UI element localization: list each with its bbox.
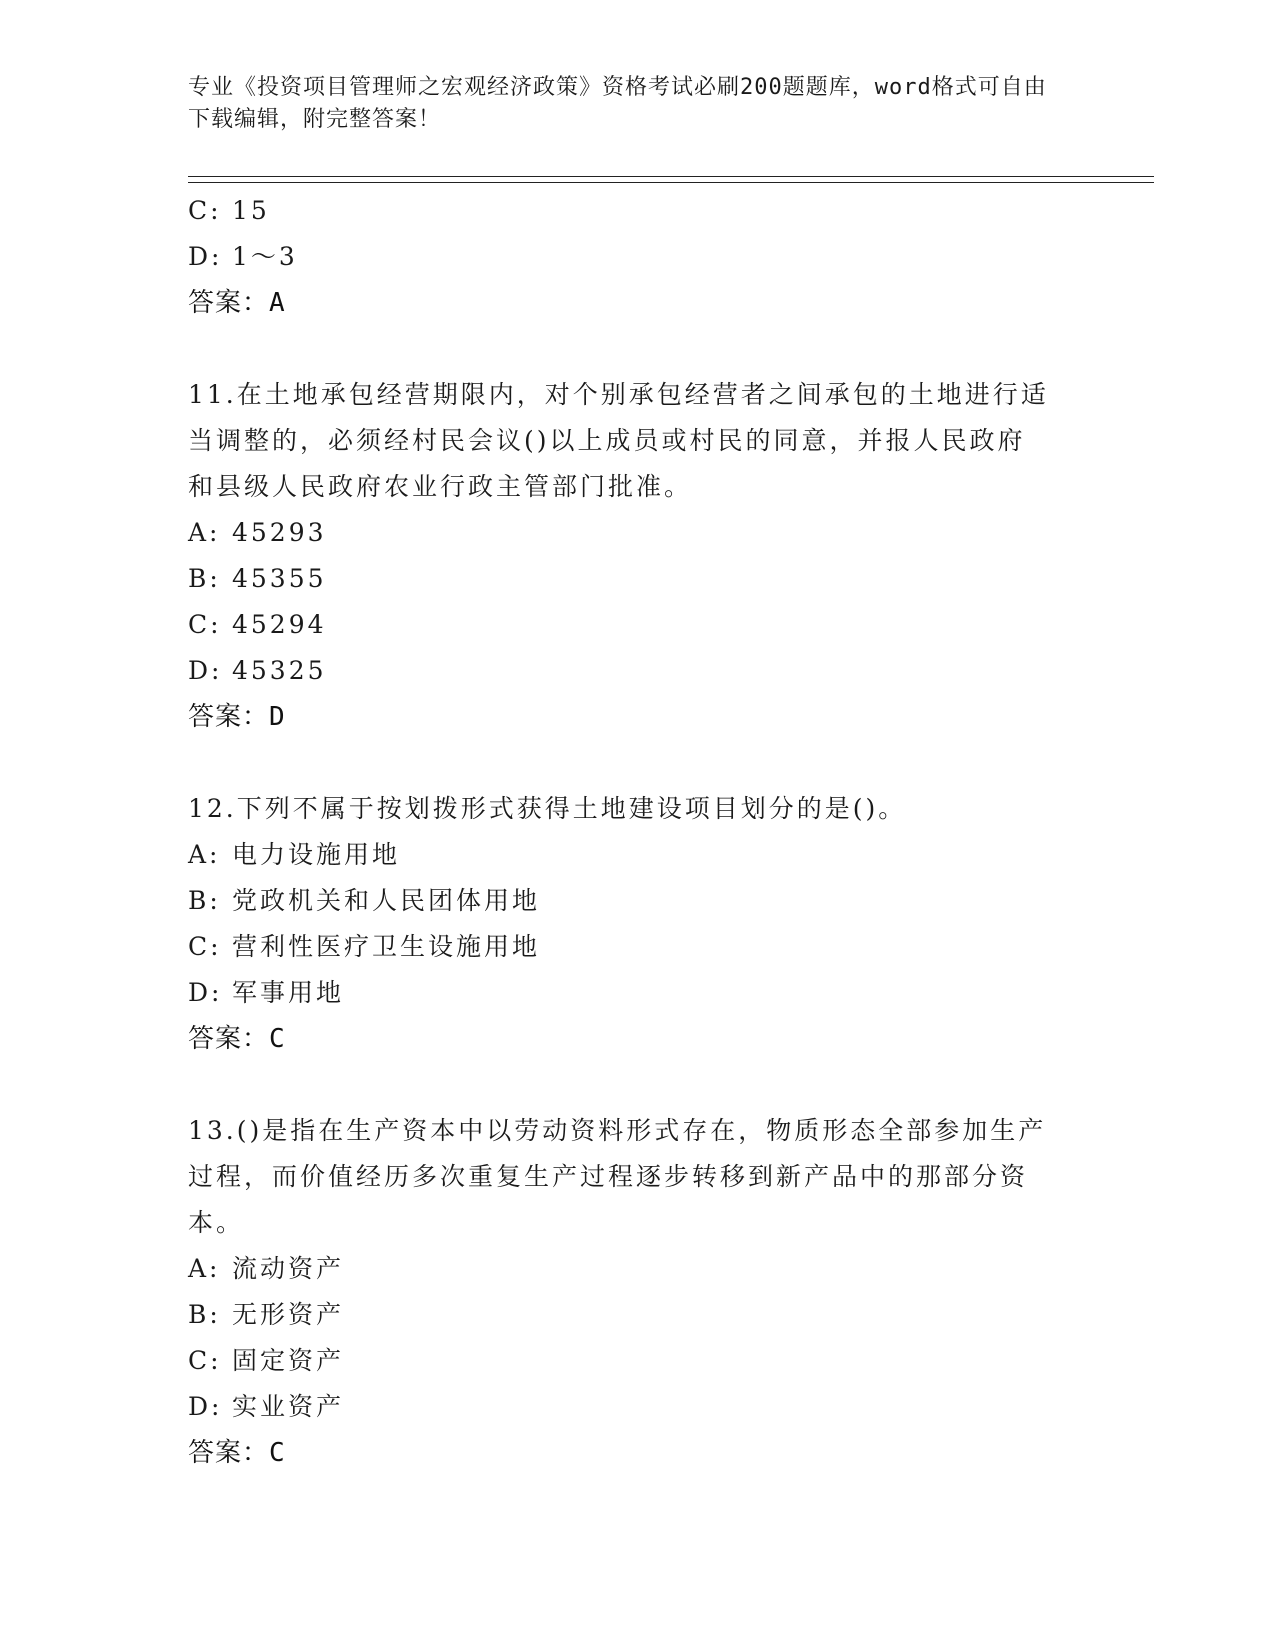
option-key: A: <box>188 518 221 547</box>
option-line <box>188 970 1088 1016</box>
question-content <box>188 188 1088 1476</box>
question-13 <box>188 1108 1088 1476</box>
option-line <box>188 832 1088 878</box>
option-line <box>188 602 1088 648</box>
option-key: D: <box>188 656 223 685</box>
option-line <box>188 878 1088 924</box>
question-11 <box>188 372 1088 740</box>
option-key: D: <box>188 242 223 271</box>
option-line <box>188 648 1088 694</box>
spacer <box>188 1062 1088 1108</box>
option-key: B: <box>188 1300 221 1329</box>
answer-line: 答案：D <box>188 702 286 732</box>
option-text: 营利性医疗卫生设施用地 <box>232 932 541 961</box>
spacer <box>188 740 1088 786</box>
header-rule-top <box>188 176 1154 177</box>
option-line <box>188 188 1088 234</box>
option-key: C: <box>188 1346 222 1375</box>
question-stem-line: 和县级人民政府农业行政主管部门批准。 <box>188 472 693 501</box>
option-key: C: <box>188 196 222 225</box>
option-text: 流动资产 <box>232 1254 345 1283</box>
option-text: 45355 <box>232 564 327 593</box>
option-text: 45293 <box>232 518 327 547</box>
option-text: 45325 <box>232 656 327 685</box>
option-key: B: <box>188 886 221 915</box>
option-key: D: <box>188 1392 223 1421</box>
question-12 <box>188 786 1088 1062</box>
option-key: C: <box>188 932 222 961</box>
question-stem-line: 过程，而价值经历多次重复生产过程逐步转移到新产品中的那部分资 <box>188 1162 1029 1191</box>
option-line <box>188 234 1088 280</box>
question-stem-line: 12.下列不属于按划拨形式获得土地建设项目划分的是()。 <box>188 794 907 823</box>
answer-line: 答案：C <box>188 1438 286 1468</box>
option-text: 党政机关和人民团体用地 <box>232 886 541 915</box>
question-stem-line: 11.在土地承包经营期限内，对个别承包经营者之间承包的土地进行适 <box>188 380 1049 409</box>
question-stem-line: 13.()是指在生产资本中以劳动资料形式存在，物质形态全部参加生产 <box>188 1116 1047 1145</box>
option-key: A: <box>188 840 221 869</box>
spacer <box>188 326 1088 372</box>
option-key: C: <box>188 610 222 639</box>
option-line <box>188 924 1088 970</box>
option-text: 无形资产 <box>232 1300 345 1329</box>
option-text: 45294 <box>232 610 327 639</box>
option-line <box>188 1246 1088 1292</box>
answer-line: 答案：C <box>188 1024 286 1054</box>
option-text: 固定资产 <box>232 1346 345 1375</box>
option-line <box>188 1384 1088 1430</box>
option-line <box>188 1292 1088 1338</box>
option-text: 军事用地 <box>232 978 345 1007</box>
question-stem-line: 本。 <box>188 1208 245 1237</box>
option-text: 电力设施用地 <box>232 840 401 869</box>
document-header: 专业《投资项目管理师之宏观经济政策》资格考试必刷200题题库，word格式可自由下载编辑，附完整答案！ <box>188 75 1047 132</box>
option-line <box>188 1338 1088 1384</box>
option-key: D: <box>188 978 223 1007</box>
answer-line: 答案：A <box>188 288 286 318</box>
option-line <box>188 556 1088 602</box>
option-key: A: <box>188 1254 221 1283</box>
option-line <box>188 510 1088 556</box>
option-text: 1～3 <box>232 242 298 271</box>
question-stem-line: 当调整的，必须经村民会议()以上成员或村民的同意，并报人民政府 <box>188 426 1026 455</box>
header-rule-bottom <box>188 182 1154 183</box>
previous-question-tail <box>188 188 1088 326</box>
option-text: 15 <box>232 196 270 225</box>
option-key: B: <box>188 564 221 593</box>
option-text: 实业资产 <box>232 1392 345 1421</box>
